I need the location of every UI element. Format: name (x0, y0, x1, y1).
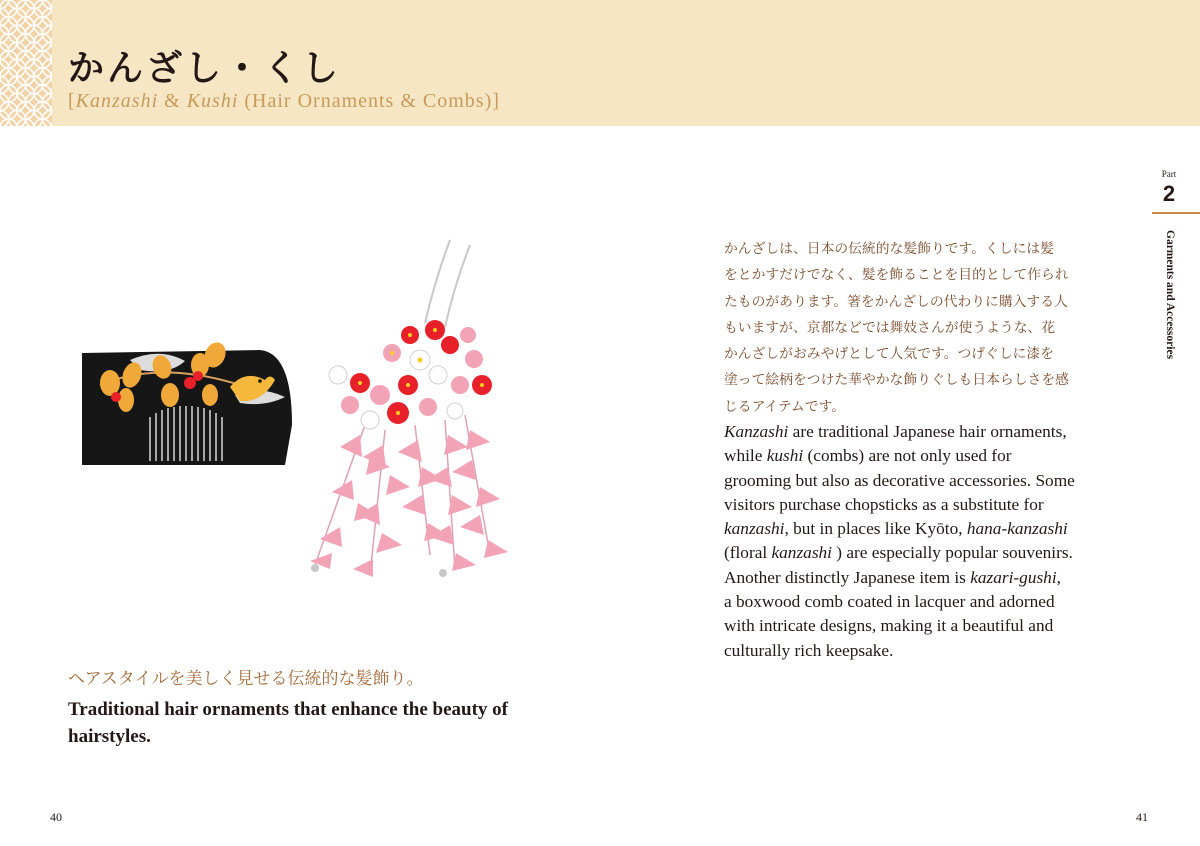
body-en-text: , (1056, 567, 1061, 587)
page-subtitle (68, 90, 500, 113)
shippo-pattern-icon (0, 0, 52, 126)
body-en-text: , but in places like Kyōto, (784, 519, 967, 539)
page-number-right: 41 (1136, 810, 1148, 824)
part-label: Part (1161, 169, 1177, 179)
illustrations (70, 235, 520, 595)
body-en-line (724, 541, 1124, 565)
body-en-text: are traditional Japanese hair ornaments, (788, 422, 1067, 441)
body-en-line: a boxwood comb coated in lacquer and adorned (724, 592, 1055, 612)
body-jp-line: かんざしがおみやげとして人気です。つげぐしに漆を (724, 346, 1055, 363)
body-en-text: (combs) are not only used for (803, 446, 1012, 466)
body-en-text: (floral (724, 543, 772, 563)
body-en-line: visitors purchase chopsticks as a substitute for (724, 494, 1044, 514)
body-en-text: ) are especially popular souvenirs. (831, 543, 1073, 563)
body-en-line (724, 444, 1124, 468)
page-header (0, 0, 1200, 126)
body-text-en (724, 420, 1124, 663)
kushi-comb-icon (82, 339, 292, 465)
term-kushi: kushi (766, 446, 804, 466)
body-en-line: culturally rich keepsake. (724, 640, 894, 660)
term-kazari-gushi: kazari-gushi (970, 567, 1057, 587)
part-number: 2 (1162, 181, 1176, 206)
caption-jp: ヘアスタイルを美しく見せる伝統的な髪飾り。 (68, 669, 424, 689)
body-en-line (724, 420, 1124, 444)
subtitle-bracket: [ (68, 90, 76, 112)
term-hana-kanzashi: hana-kanzashi (966, 519, 1068, 539)
body-jp-line: をとかすだけでなく、髪を飾ることを目的として作られ (724, 267, 1069, 284)
section-title: Garments and Accessories (1164, 230, 1176, 360)
body-jp-line: たものがあります。箸をかんざしの代わりに購入する人 (724, 293, 1068, 310)
hana-kanzashi-icon (310, 240, 508, 577)
subtitle-amp: & (158, 90, 187, 112)
page-title: かんざし・くし (68, 48, 342, 89)
term-kanzashi: kanzashi (771, 543, 832, 563)
subtitle-kanzashi: Kanzashi (75, 90, 159, 112)
page-number-left: 40 (50, 810, 62, 824)
body-jp-line: じるアイテムです。 (724, 398, 846, 415)
body-en-text: Another distinctly Japanese item is (724, 567, 971, 587)
body-en-line: with intricate designs, making it a beautiful and (724, 616, 1054, 636)
body-jp-line: 塗って絵柄をつけた華やかな飾りぐしも日本らしさを感 (724, 372, 1069, 389)
body-en-line (724, 566, 1124, 590)
body-en-line: grooming but also as decorative accessories. Some (724, 470, 1075, 490)
subtitle-rest: (Hair Ornaments & Combs)] (238, 90, 500, 112)
subtitle-kushi: Kushi (186, 90, 239, 112)
body-text-jp (724, 236, 1114, 420)
body-en-text: while (724, 446, 767, 466)
body-jp-line: もいますが、京都などでは舞妓さんが使うような、花 (724, 319, 1056, 336)
term-kanzashi: kanzashi (724, 519, 785, 539)
caption-en: Traditional hair ornaments that enhance the beauty of hairstyles. (68, 699, 508, 747)
body-en-line (724, 517, 1124, 541)
body-jp-line: かんざしは、日本の伝統的な髪飾りです。くしには髪 (724, 241, 1055, 257)
part-divider (1152, 212, 1200, 214)
term-kanzashi: Kanzashi (724, 422, 789, 441)
